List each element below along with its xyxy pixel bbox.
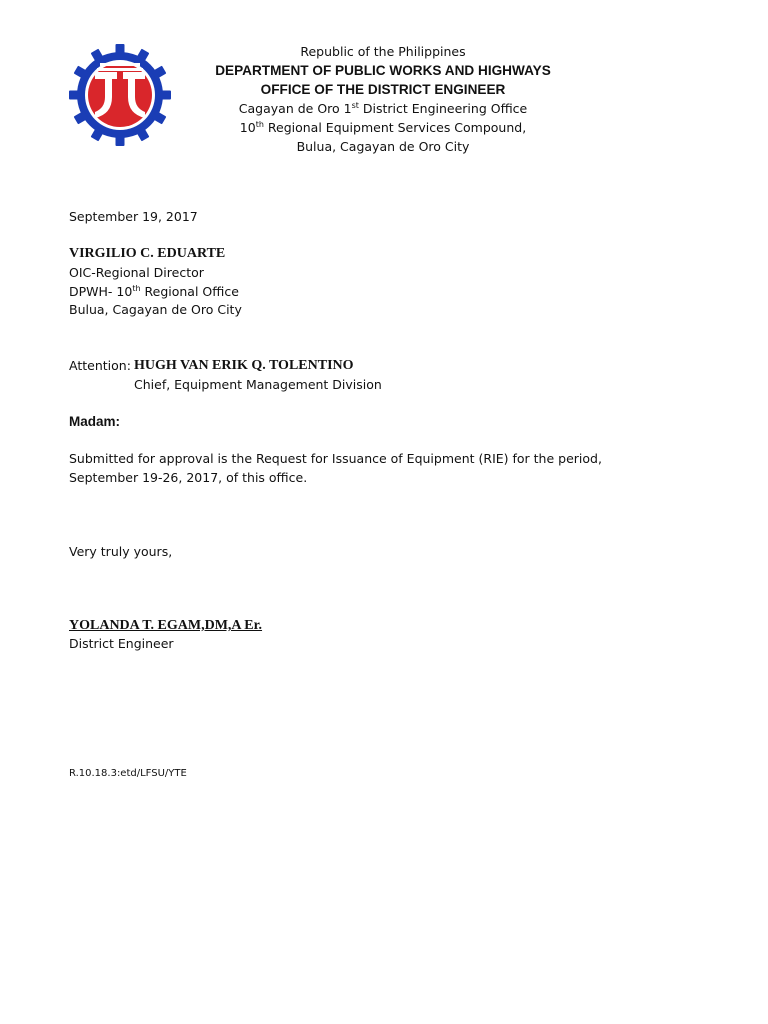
department-name: DEPARTMENT OF PUBLIC WORKS AND HIGHWAYS	[215, 63, 551, 78]
attention-name: HUGH VAN ERIK Q. TOLENTINO	[134, 358, 354, 373]
engineering-office-line: Cagayan de Oro 1st District Engineering Office	[238, 101, 528, 116]
body-line-2: September 19-26, 2017, of this office.	[69, 470, 308, 485]
signatory-name: YOLANDA T. EGAM,DM,A Er.	[69, 618, 263, 633]
recipient-title: OIC-Regional Director	[69, 265, 204, 280]
republic-line: Republic of the Philippines	[300, 44, 466, 59]
compound-line: 10th Regional Equipment Services Compound,	[239, 120, 527, 135]
body-line-1: Submitted for approval is the Request for Issuance of Equipment (RIE) for the period,	[69, 451, 602, 466]
attention-title: Chief, Equipment Management Division	[134, 377, 382, 392]
attention-label: Attention:	[69, 358, 131, 373]
letterhead	[190, 42, 576, 156]
salutation: Madam:	[69, 414, 121, 429]
recipient-address: Bulua, Cagayan de Oro City	[69, 302, 242, 317]
dpwh-gear-seal-icon	[67, 42, 173, 148]
closing: Very truly yours,	[69, 544, 173, 559]
office-name: OFFICE OF THE DISTRICT ENGINEER	[260, 82, 506, 97]
recipient-office: DPWH- 10th Regional Office	[69, 284, 239, 299]
recipient-name: VIRGILIO C. EDUARTE	[69, 246, 226, 261]
letter-date: September 19, 2017	[69, 209, 198, 224]
signatory-title: District Engineer	[69, 636, 174, 651]
address-line: Bulua, Cagayan de Oro City	[296, 139, 470, 154]
reference-code: R.10.18.3:etd/LFSU/YTE	[69, 768, 187, 779]
